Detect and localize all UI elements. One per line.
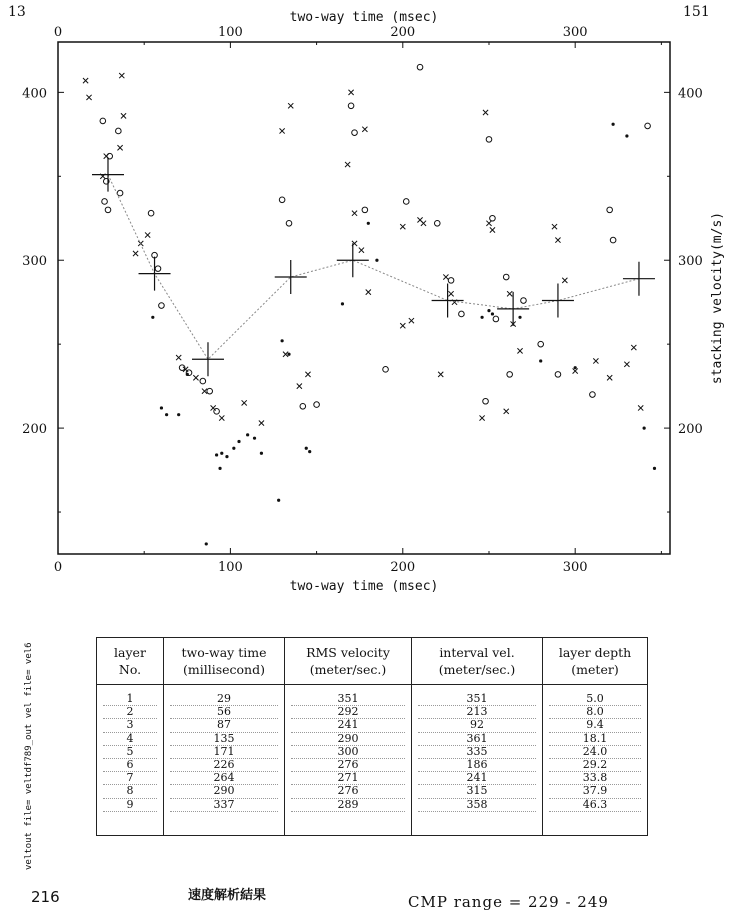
table-cell-two_way_time: 264 bbox=[170, 772, 278, 785]
x-mark-point bbox=[483, 110, 488, 115]
dot-mark-point bbox=[612, 123, 615, 126]
dot-mark-point bbox=[367, 222, 370, 225]
dot-mark-point bbox=[186, 373, 189, 376]
dot-mark-point bbox=[625, 134, 628, 137]
o-mark-point bbox=[538, 341, 544, 347]
table-cell-two_way_time: 87 bbox=[170, 719, 278, 732]
table-cell-layer_no: 2 bbox=[103, 706, 157, 719]
o-mark-point bbox=[521, 298, 527, 304]
x-mark-point bbox=[259, 420, 264, 425]
dot-mark-point bbox=[232, 447, 235, 450]
x-mark-point bbox=[359, 248, 364, 253]
o-mark-point bbox=[417, 64, 423, 70]
x-mark-point bbox=[348, 90, 353, 95]
table-cell-layer_no: 5 bbox=[103, 746, 157, 759]
o-mark-point bbox=[490, 215, 496, 221]
table-cell-two_way_time: 29 bbox=[170, 693, 278, 706]
velocity-pick-cross bbox=[275, 260, 307, 294]
dot-mark-point bbox=[518, 316, 521, 319]
o-mark-point bbox=[300, 403, 306, 409]
o-mark-point bbox=[159, 303, 165, 309]
x-mark-point bbox=[352, 211, 357, 216]
dot-mark-point bbox=[253, 437, 256, 440]
table-cell-rms_velocity: 290 bbox=[291, 733, 405, 746]
table-cell-layer_depth: 37.9 bbox=[549, 785, 641, 798]
x-mark-point bbox=[507, 291, 512, 296]
side-note-file-info: veltout file= veltdf789_out vel file= vel6 bbox=[24, 642, 34, 870]
header-two-way-time: two-way time (millisecond) bbox=[164, 638, 285, 685]
x-mark-point bbox=[366, 290, 371, 295]
o-mark-point bbox=[105, 207, 111, 213]
dot-mark-point bbox=[277, 499, 280, 502]
table-cell-rms_velocity: 289 bbox=[291, 799, 405, 812]
table-cell-interval_vel: 186 bbox=[418, 759, 536, 772]
o-mark-point bbox=[207, 388, 213, 394]
table-cell-two_way_time: 290 bbox=[170, 785, 278, 798]
o-mark-point bbox=[279, 197, 285, 203]
table-cell-layer_depth: 46.3 bbox=[549, 799, 641, 812]
dot-mark-point bbox=[160, 406, 163, 409]
x-mark-point bbox=[421, 221, 426, 226]
x-tick-label-top: 300 bbox=[562, 25, 588, 40]
x-tick-label-bottom: 100 bbox=[217, 560, 243, 575]
column-two-way-time bbox=[164, 685, 285, 836]
table-cell-layer_depth: 24.0 bbox=[549, 746, 641, 759]
velocity-function-line bbox=[108, 175, 639, 360]
x-mark-point bbox=[283, 352, 288, 357]
y-tick-label-right: 400 bbox=[678, 86, 703, 102]
dot-mark-point bbox=[237, 440, 240, 443]
o-mark-point bbox=[459, 311, 465, 317]
header-layer-depth: layer depth (meter) bbox=[543, 638, 648, 685]
table-cell-interval_vel: 213 bbox=[418, 706, 536, 719]
velocity-pick-cross bbox=[192, 342, 224, 376]
dot-mark-point bbox=[218, 467, 221, 470]
dot-mark-point bbox=[375, 259, 378, 262]
dot-mark-point bbox=[151, 316, 154, 319]
table-cell-two_way_time: 56 bbox=[170, 706, 278, 719]
x-mark-point bbox=[297, 384, 302, 389]
table-cell-interval_vel: 335 bbox=[418, 746, 536, 759]
dot-mark-point bbox=[225, 455, 228, 458]
x-mark-point bbox=[193, 375, 198, 380]
velocity-picks bbox=[92, 158, 655, 377]
o-mark-point bbox=[155, 266, 161, 272]
table-cell-two_way_time: 337 bbox=[170, 799, 278, 812]
column-interval-vel bbox=[412, 685, 543, 836]
table-cell-layer_depth: 9.4 bbox=[549, 719, 641, 732]
dot-mark-point bbox=[341, 302, 344, 305]
x-mark-point bbox=[438, 372, 443, 377]
x-mark-point bbox=[409, 318, 414, 323]
table-cell-layer_depth: 18.1 bbox=[549, 733, 641, 746]
dot-mark-point bbox=[165, 413, 168, 416]
x-mark-point bbox=[400, 224, 405, 229]
x-mark-point bbox=[117, 145, 122, 150]
o-mark-point bbox=[403, 199, 409, 205]
corner-number-top-left: 13 bbox=[8, 4, 26, 20]
x-mark-point bbox=[202, 389, 207, 394]
axis-ticks bbox=[58, 42, 670, 554]
table-cell-interval_vel: 241 bbox=[418, 772, 536, 785]
x-axis-title-bottom: two-way time (msec) bbox=[289, 579, 439, 594]
x-mark-point bbox=[362, 127, 367, 132]
scatter-marks bbox=[83, 64, 656, 545]
o-mark-point bbox=[448, 278, 454, 284]
table-cell-layer_no: 9 bbox=[103, 799, 157, 812]
y-tick-label-right: 200 bbox=[678, 422, 703, 438]
velocity-pick-cross bbox=[92, 158, 124, 192]
table-cell-two_way_time: 226 bbox=[170, 759, 278, 772]
x-mark-point bbox=[631, 345, 636, 350]
dot-mark-point bbox=[487, 309, 490, 312]
header-interval-vel: interval vel. (meter/sec.) bbox=[412, 638, 543, 685]
x-mark-point bbox=[305, 372, 310, 377]
table-cell-interval_vel: 361 bbox=[418, 733, 536, 746]
x-mark-point bbox=[121, 113, 126, 118]
x-tick-label-bottom: 200 bbox=[390, 560, 416, 575]
table-cell-interval_vel: 351 bbox=[418, 693, 536, 706]
x-mark-point bbox=[400, 323, 405, 328]
dot-mark-point bbox=[260, 452, 263, 455]
dot-mark-point bbox=[287, 353, 290, 356]
y-tick-label-right: 300 bbox=[678, 254, 703, 270]
x-tick-label-top: 0 bbox=[53, 25, 63, 40]
x-mark-point bbox=[638, 405, 643, 410]
y-tick-label-left: 200 bbox=[22, 422, 47, 438]
x-mark-point bbox=[607, 375, 612, 380]
o-mark-point bbox=[200, 378, 206, 384]
o-mark-point bbox=[607, 207, 613, 213]
o-mark-point bbox=[383, 367, 389, 373]
x-mark-point bbox=[242, 400, 247, 405]
footer-caption: 速度解析結果 bbox=[188, 888, 267, 903]
table-cell-interval_vel: 358 bbox=[418, 799, 536, 812]
x-tick-label-top: 200 bbox=[390, 25, 416, 40]
velocity-pick-cross bbox=[497, 292, 529, 326]
axis-tick-labels bbox=[22, 25, 703, 575]
x-mark-point bbox=[288, 103, 293, 108]
corner-number-top-right: 151 bbox=[683, 4, 710, 20]
o-mark-point bbox=[486, 137, 492, 143]
x-tick-label-bottom: 0 bbox=[53, 560, 63, 575]
o-mark-point bbox=[348, 103, 354, 109]
o-mark-point bbox=[434, 220, 440, 226]
dot-mark-point bbox=[177, 413, 180, 416]
y-tick-label-left: 300 bbox=[22, 254, 47, 270]
dot-mark-point bbox=[480, 316, 483, 319]
dot-mark-point bbox=[491, 312, 494, 315]
o-mark-point bbox=[503, 274, 509, 280]
table-cell-layer_no: 6 bbox=[103, 759, 157, 772]
dot-mark-point bbox=[308, 450, 311, 453]
x-mark-point bbox=[176, 355, 181, 360]
o-mark-point bbox=[590, 392, 596, 398]
column-rms-velocity bbox=[285, 685, 412, 836]
table-cell-layer_no: 1 bbox=[103, 693, 157, 706]
column-layer-depth bbox=[543, 685, 648, 836]
x-mark-point bbox=[624, 362, 629, 367]
dot-mark-point bbox=[539, 359, 542, 362]
table-cell-interval_vel: 315 bbox=[418, 785, 536, 798]
o-mark-point bbox=[148, 210, 154, 216]
table-cell-layer_no: 3 bbox=[103, 719, 157, 732]
x-mark-point bbox=[86, 95, 91, 100]
velocity-results-table bbox=[96, 637, 648, 836]
table-cell-layer_depth: 5.0 bbox=[549, 693, 641, 706]
velocity-pick-cross bbox=[139, 257, 171, 291]
table-cell-rms_velocity: 276 bbox=[291, 759, 405, 772]
o-mark-point bbox=[645, 123, 651, 129]
table-cell-layer_depth: 33.8 bbox=[549, 772, 641, 785]
plot-frame bbox=[58, 42, 670, 554]
o-mark-point bbox=[117, 190, 123, 196]
x-mark-point bbox=[219, 415, 224, 420]
x-mark-point bbox=[280, 128, 285, 133]
x-mark-point bbox=[448, 291, 453, 296]
x-mark-point bbox=[211, 405, 216, 410]
column-layer-no bbox=[97, 685, 164, 836]
x-mark-point bbox=[562, 278, 567, 283]
o-mark-point bbox=[507, 372, 513, 378]
dot-mark-point bbox=[215, 453, 218, 456]
table-cell-layer_no: 4 bbox=[103, 733, 157, 746]
table-cell-rms_velocity: 241 bbox=[291, 719, 405, 732]
x-mark-point bbox=[145, 232, 150, 237]
x-mark-point bbox=[552, 224, 557, 229]
x-mark-point bbox=[490, 227, 495, 232]
o-mark-point bbox=[555, 372, 561, 378]
table-cell-layer_no: 7 bbox=[103, 772, 157, 785]
o-mark-point bbox=[483, 398, 489, 404]
x-mark-point bbox=[83, 78, 88, 83]
o-mark-point bbox=[362, 207, 368, 213]
table-cell-two_way_time: 135 bbox=[170, 733, 278, 746]
table-cell-layer_depth: 8.0 bbox=[549, 706, 641, 719]
dot-mark-point bbox=[205, 542, 208, 545]
table-cell-two_way_time: 171 bbox=[170, 746, 278, 759]
y-tick-label-left: 400 bbox=[22, 86, 47, 102]
velocity-pick-cross bbox=[337, 243, 369, 277]
x-mark-point bbox=[504, 409, 509, 414]
x-mark-point bbox=[555, 237, 560, 242]
dot-mark-point bbox=[246, 433, 249, 436]
o-mark-point bbox=[314, 402, 320, 408]
velocity-pick-cross bbox=[623, 262, 655, 296]
corner-number-bottom-left: 216 bbox=[31, 888, 60, 906]
header-rms-velocity: RMS velocity (meter/sec.) bbox=[285, 638, 412, 685]
x-mark-point bbox=[443, 274, 448, 279]
x-mark-point bbox=[119, 73, 124, 78]
dot-mark-point bbox=[281, 339, 284, 342]
dot-mark-point bbox=[305, 447, 308, 450]
dot-mark-point bbox=[653, 467, 656, 470]
table-cell-rms_velocity: 300 bbox=[291, 746, 405, 759]
cmp-range-label: CMP range = 229 - 249 bbox=[408, 893, 609, 911]
x-mark-point bbox=[486, 221, 491, 226]
velocity-pick-cross bbox=[542, 284, 574, 318]
x-mark-point bbox=[345, 162, 350, 167]
o-mark-point bbox=[352, 130, 358, 136]
o-mark-point bbox=[116, 128, 122, 134]
table-cell-rms_velocity: 271 bbox=[291, 772, 405, 785]
o-mark-point bbox=[100, 118, 106, 124]
table-cell-rms_velocity: 292 bbox=[291, 706, 405, 719]
table-cell-rms_velocity: 276 bbox=[291, 785, 405, 798]
x-mark-point bbox=[593, 358, 598, 363]
dot-mark-point bbox=[220, 452, 223, 455]
dot-mark-point bbox=[643, 426, 646, 429]
x-mark-point bbox=[133, 251, 138, 256]
x-mark-point bbox=[517, 348, 522, 353]
dot-mark-point bbox=[574, 366, 577, 369]
x-mark-point bbox=[479, 415, 484, 420]
o-mark-point bbox=[102, 199, 108, 205]
o-mark-point bbox=[286, 220, 292, 226]
table-cell-layer_no: 8 bbox=[103, 785, 157, 798]
x-tick-label-bottom: 300 bbox=[562, 560, 588, 575]
o-mark-point bbox=[493, 316, 499, 322]
header-layer-no: layer No. bbox=[97, 638, 164, 685]
y-axis-title-right: stacking velocity(m/s) bbox=[710, 211, 725, 385]
table-cell-layer_depth: 29.2 bbox=[549, 759, 641, 772]
table-cell-interval_vel: 92 bbox=[418, 719, 536, 732]
table-cell-rms_velocity: 351 bbox=[291, 693, 405, 706]
o-mark-point bbox=[610, 237, 616, 243]
x-tick-label-top: 100 bbox=[217, 25, 243, 40]
x-axis-title-top: two-way time (msec) bbox=[289, 10, 439, 25]
o-mark-point bbox=[214, 409, 220, 415]
